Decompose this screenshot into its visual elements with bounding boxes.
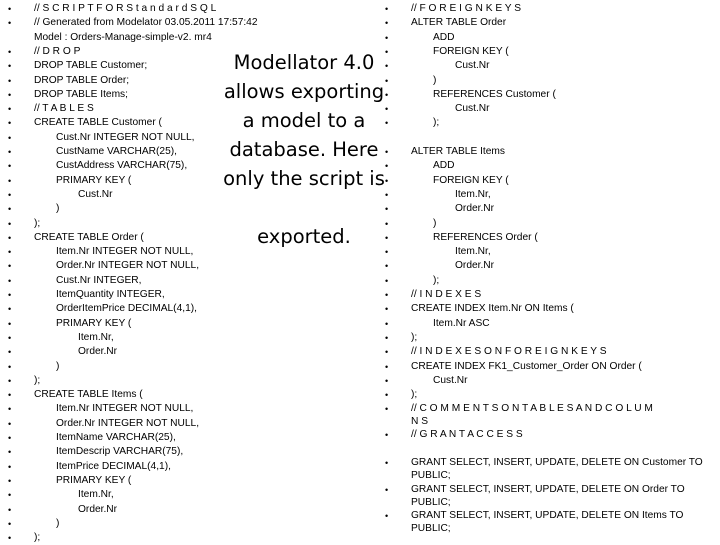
bullet-icon: • xyxy=(385,232,389,243)
bullet-icon: • xyxy=(385,147,389,157)
bullet-icon: • xyxy=(8,118,12,129)
bullet-icon: • xyxy=(8,46,12,57)
bullet-icon: • xyxy=(385,75,389,86)
code-line-text: ); xyxy=(411,389,418,401)
bullet-icon: • xyxy=(385,18,389,29)
bullet-icon: • xyxy=(8,533,12,544)
code-line-text: Item.Nr ASC xyxy=(433,317,490,329)
bullet-icon: • xyxy=(385,375,389,386)
code-line-text: ); xyxy=(34,532,41,544)
bullet-icon: • xyxy=(8,447,12,458)
code-line-text: ); xyxy=(433,117,440,129)
bullet-icon: • xyxy=(8,304,12,315)
bullet-icon: • xyxy=(385,61,389,72)
code-line-text: ItemPrice DECIMAL(4,1), xyxy=(56,460,171,472)
bullet-icon: • xyxy=(385,46,389,57)
code-line-text: ); xyxy=(433,274,440,286)
code-line-text: GRANT SELECT, INSERT, UPDATE, DELETE ON Customer TO xyxy=(411,457,703,469)
code-line-text: PUBLIC; xyxy=(411,496,451,508)
bullet-icon: • xyxy=(385,247,389,258)
code-line-text: // I N D E X E S O N F O R E I G N K E Y S xyxy=(411,346,607,358)
bullet-icon: • xyxy=(8,390,12,401)
code-line-text: Item.Nr, xyxy=(455,188,491,200)
bullet-icon: • xyxy=(385,390,389,401)
bullet-icon: • xyxy=(8,204,12,215)
bullet-icon: • xyxy=(385,118,389,129)
bullet-icon: • xyxy=(385,430,389,441)
bullet-icon: • xyxy=(8,361,12,372)
bullet-icon: • xyxy=(8,461,12,472)
code-line-text: Item.Nr, xyxy=(455,246,491,258)
bullet-icon: • xyxy=(385,89,389,100)
bullet-icon: • xyxy=(385,175,389,186)
code-line-text: ALTER TABLE Items xyxy=(411,146,505,157)
bullet-icon: • xyxy=(385,218,389,229)
bullet-icon: • xyxy=(8,75,12,86)
bullet-icon: • xyxy=(8,290,12,300)
code-line-text: Item.Nr, xyxy=(78,331,114,343)
bullet-icon: • xyxy=(8,147,12,157)
bullet-icon: • xyxy=(385,290,389,300)
code-line-text: ); xyxy=(34,374,41,386)
code-line-text: GRANT SELECT, INSERT, UPDATE, DELETE ON Order TO xyxy=(411,483,685,495)
bullet-icon: • xyxy=(8,404,12,415)
bullet-icon: • xyxy=(8,18,12,29)
bullet-icon: • xyxy=(8,433,12,443)
bullet-icon: • xyxy=(385,161,389,172)
bullet-icon: • xyxy=(385,104,389,115)
code-line-text: PRIMARY KEY ( xyxy=(56,174,132,186)
code-line-text: ALTER TABLE Order xyxy=(411,17,507,29)
bullet-icon: • xyxy=(385,404,389,415)
code-line-text: REFERENCES Order ( xyxy=(433,231,538,243)
bullet-icon: • xyxy=(8,232,12,243)
code-line-text: CREATE INDEX Item.Nr ON Items ( xyxy=(411,303,574,315)
bullet-icon: • xyxy=(385,361,389,372)
code-line-text: FOREIGN KEY ( xyxy=(433,174,509,186)
code-line-text: N S xyxy=(411,415,428,427)
code-line-text: Cust.Nr INTEGER, xyxy=(56,274,142,286)
code-line-text: // I N D E X E S xyxy=(411,289,482,300)
code-line-text: Cust.Nr INTEGER NOT NULL, xyxy=(56,131,195,143)
code-line-text: Item.Nr INTEGER NOT NULL, xyxy=(56,403,194,415)
bullet-icon: • xyxy=(8,89,12,100)
code-line-text: DROP TABLE Order; xyxy=(34,74,130,86)
bullet-icon: • xyxy=(8,161,12,172)
bullet-icon: • xyxy=(385,484,389,495)
bullet-icon: • xyxy=(385,511,389,522)
bullet-icon: • xyxy=(8,104,12,115)
code-line-text: Cust.Nr xyxy=(78,188,113,200)
bullet-icon: • xyxy=(385,304,389,315)
code-line-text: Model : Orders-Manage-simple-v2. mr4 xyxy=(34,31,212,43)
bullet-icon: • xyxy=(385,275,389,286)
code-line-text: ) xyxy=(56,360,60,372)
code-line-text: CustAddress VARCHAR(75), xyxy=(56,160,188,172)
code-line-text: PUBLIC; xyxy=(411,523,451,535)
bullet-icon: • xyxy=(385,458,389,469)
bullet-icon: • xyxy=(8,247,12,258)
bullet-icon: • xyxy=(8,332,12,343)
code-line-text: ) xyxy=(433,217,437,229)
code-line-text: GRANT SELECT, INSERT, UPDATE, DELETE ON Items TO xyxy=(411,510,684,522)
code-line-text: Order.Nr xyxy=(78,503,118,515)
code-line-text: PRIMARY KEY ( xyxy=(56,474,132,486)
bullet-icon: • xyxy=(385,332,389,343)
bullet-icon: • xyxy=(8,189,12,200)
code-line-text: Order.Nr xyxy=(455,203,495,215)
bullet-icon: • xyxy=(8,475,12,486)
bullet-icon: • xyxy=(385,347,389,358)
bullet-icon: • xyxy=(8,318,12,329)
code-line-text: ADD xyxy=(433,31,455,43)
code-line-text: ) xyxy=(433,74,437,86)
code-line-text: ItemQuantity INTEGER, xyxy=(56,289,165,300)
bullet-icon: • xyxy=(385,32,389,43)
code-line-text: ItemName VARCHAR(25), xyxy=(56,432,176,443)
code-line-text: CREATE TABLE Items ( xyxy=(34,389,143,401)
bullet-icon: • xyxy=(8,375,12,386)
code-line-text: // G R A N T A C C E S S xyxy=(411,429,523,441)
bullet-icon: • xyxy=(8,504,12,515)
bullet-icon: • xyxy=(8,275,12,286)
code-line-text: Item.Nr INTEGER NOT NULL, xyxy=(56,246,194,258)
code-line-text: // D R O P xyxy=(34,45,81,57)
code-line-text: CREATE INDEX FK1_Customer_Order ON Order ( xyxy=(411,360,642,372)
code-line-text: ItemDescrip VARCHAR(75), xyxy=(56,446,184,458)
code-line-text: // T A B L E S xyxy=(34,103,94,115)
code-line-text: Cust.Nr xyxy=(455,103,490,115)
code-line-text: // Generated from Modelator 03.05.2011 17:57:42 xyxy=(34,17,258,29)
bullet-icon: • xyxy=(8,261,12,272)
bullet-icon: • xyxy=(385,204,389,215)
code-line-text: Cust.Nr xyxy=(455,60,490,72)
bullet-icon: • xyxy=(8,218,12,229)
bullet-icon: • xyxy=(8,61,12,72)
bullet-icon: • xyxy=(385,318,389,329)
bullet-icon: • xyxy=(385,4,389,14)
bullet-icon: • xyxy=(8,490,12,501)
bullet-icon: • xyxy=(8,4,12,14)
code-line-text: PRIMARY KEY ( xyxy=(56,317,132,329)
bullet-icon: • xyxy=(8,518,12,529)
code-line-text: ) xyxy=(56,517,60,529)
code-line-text: ) xyxy=(56,203,60,215)
code-line-text: Cust.Nr xyxy=(433,374,468,386)
code-line-text: Order.Nr INTEGER NOT NULL, xyxy=(56,260,200,272)
code-line-text: ); xyxy=(411,331,418,343)
code-line-text: CREATE TABLE Order ( xyxy=(34,231,144,243)
code-line-text: OrderItemPrice DECIMAL(4,1), xyxy=(56,303,197,315)
code-line-text: Order.Nr xyxy=(455,260,495,272)
code-line-text: // C O M M E N T S O N T A B L E S A N D C O L U M xyxy=(411,403,653,415)
bullet-icon: • xyxy=(8,418,12,429)
bullet-icon: • xyxy=(385,261,389,272)
code-line-text: DROP TABLE Customer; xyxy=(34,60,148,72)
code-line-text: Order.Nr xyxy=(78,346,118,358)
code-line-text: ADD xyxy=(433,160,455,172)
code-line-text: PUBLIC; xyxy=(411,470,451,482)
code-line-text: CREATE TABLE Customer ( xyxy=(34,117,162,129)
code-line-text: REFERENCES Customer ( xyxy=(433,88,556,100)
bullet-icon: • xyxy=(8,175,12,186)
modellator-note: Modellator 4.0 allows exporting a model to a database. Here only the script is exported. xyxy=(223,51,385,248)
bullet-icon: • xyxy=(8,132,12,143)
code-line-text: // S C R I P T F O R S t a n d a r d S Q L xyxy=(34,3,217,14)
code-line-text: Order.Nr INTEGER NOT NULL, xyxy=(56,417,200,429)
code-line-text: ); xyxy=(34,217,41,229)
bullet-icon: • xyxy=(385,189,389,200)
bullet-icon: • xyxy=(8,347,12,358)
code-line-text: DROP TABLE Items; xyxy=(34,88,128,100)
code-line-text: CustName VARCHAR(25), xyxy=(56,146,177,157)
code-line-text: FOREIGN KEY ( xyxy=(433,45,509,57)
code-line-text: Item.Nr, xyxy=(78,489,114,501)
code-line-text: // F O R E I G N K E Y S xyxy=(411,3,522,14)
